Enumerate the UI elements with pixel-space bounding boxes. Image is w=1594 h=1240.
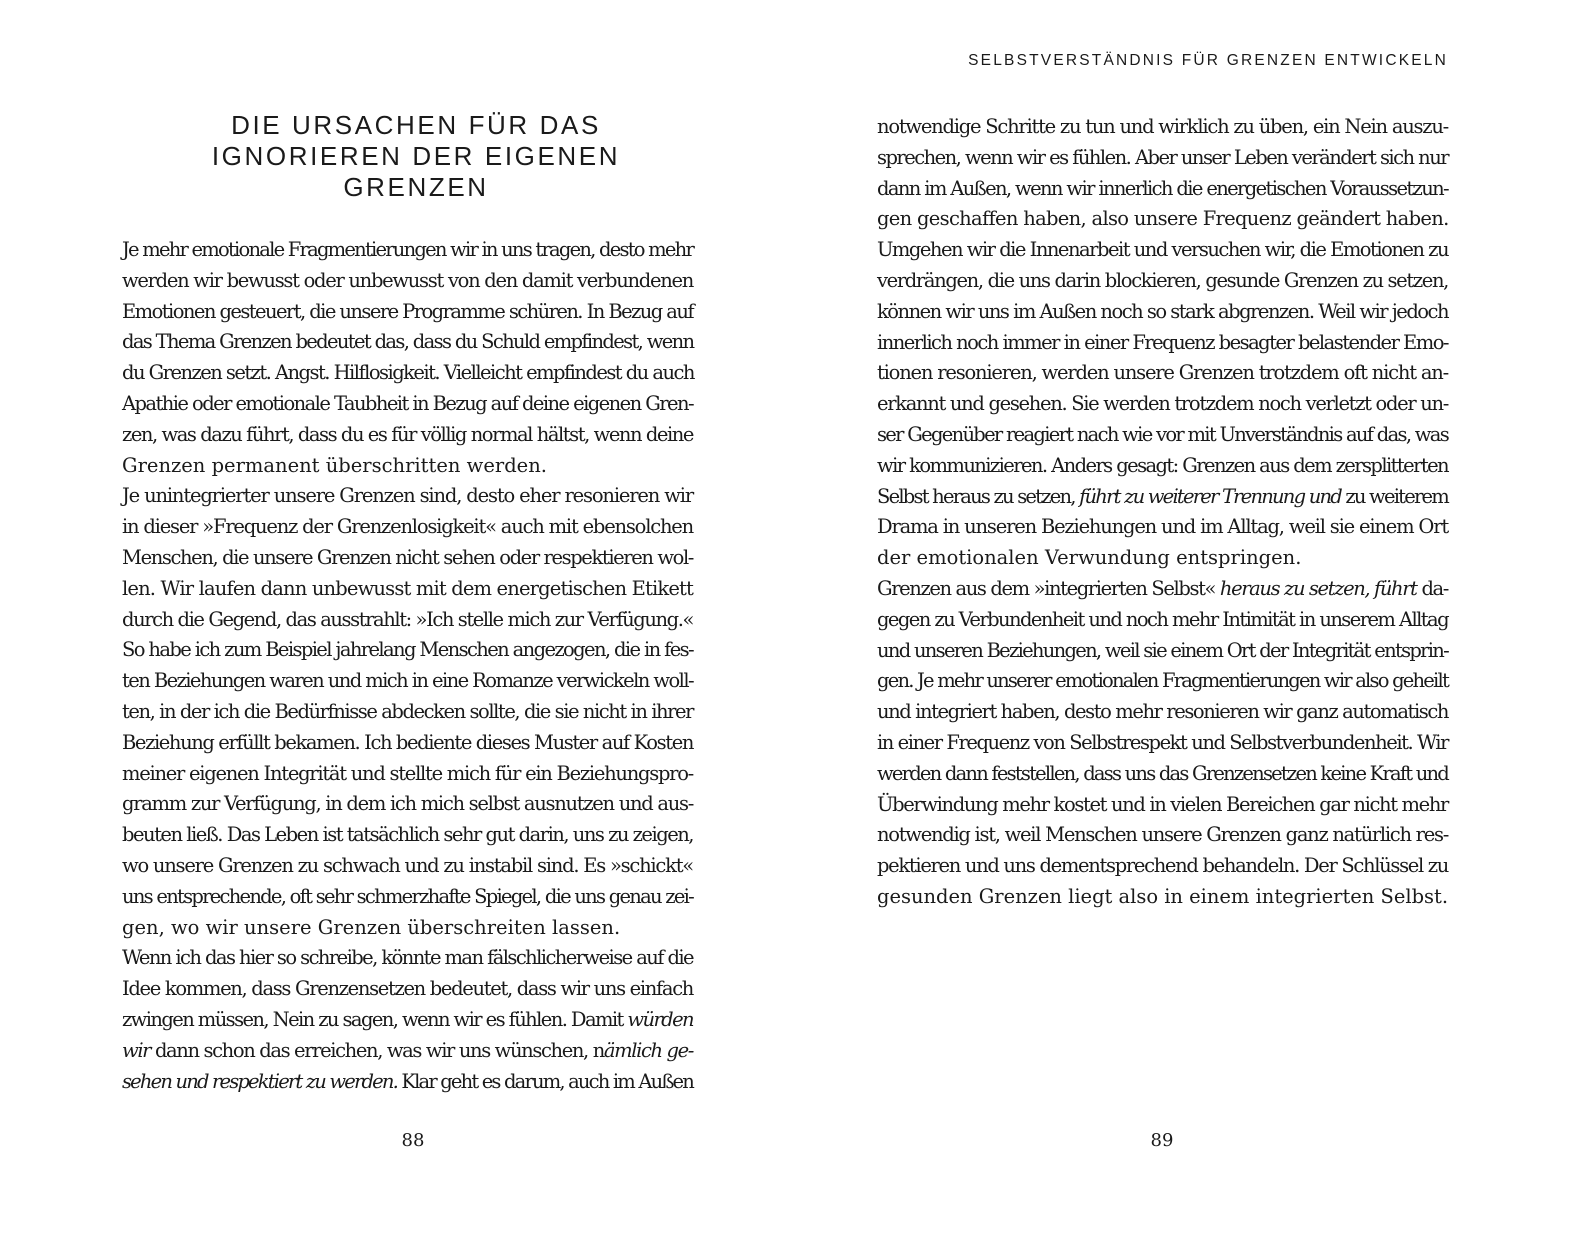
text-line: gesunden Grenzen liegt also in einem integrierten Selbst. [877,884,1449,908]
text-line: ten Beziehungen waren und mich in eine Romanze verwickeln woll- [122,669,693,693]
text-line: dann im Außen, wenn wir innerlich die energetischen Voraussetzun- [877,176,1449,200]
text-run: Klar geht es darum, auch im Außen [396,1069,694,1093]
text-line [122,1036,693,1067]
text-line: gen, wo wir unsere Grenzen überschreiten lassen. [122,915,621,939]
italic-run: wir [122,1038,151,1062]
text-line: Grenzen permanent überschritten werden. [122,453,547,477]
text-run: da- [1416,576,1448,600]
text-line: und integriert haben, desto mehr resonieren wir ganz automatisch [877,700,1449,724]
page-number: 89 [1150,1130,1174,1151]
text-line: gen geschaffen haben, also unsere Frequenz geändert haben. [877,207,1449,231]
text-line: uns entsprechende, oft sehr schmerzhafte Spiegel, die uns genau zei- [122,884,693,908]
text-line: das Thema Grenzen bedeutet das, dass du Schuld empfindest, wenn [122,330,694,354]
text-line: erkannt und gesehen. Sie werden trotzdem noch verletzt oder un- [877,392,1448,416]
italic-run: ämlich ge- [603,1038,694,1062]
text-line: verdrängen, die uns darin blockieren, gesunde Grenzen zu setzen, [877,268,1448,292]
text-line: wir kommunizieren. Anders gesagt: Grenzen aus dem zersplitterten [877,453,1449,477]
text-line: gen. Je mehr unserer emotionalen Fragmentierungen wir also geheilt [877,669,1448,693]
text-run: dann schon das erreichen, was wir uns wünschen, n [150,1038,604,1062]
text-line: Apathie oder emotionale Taubheit in Bezug auf deine eigenen Gren- [122,391,693,415]
text-line: So habe ich zum Beispiel jahrelang Menschen angezogen, die in fes- [122,638,694,662]
text-run: Grenzen aus dem »integrierten Selbst« [877,576,1220,600]
chapter-title [122,110,710,203]
text-line: in dieser »Frequenz der Grenzenlosigkeit« auch mit ebensolchen [122,515,693,539]
text-line: der emotionalen Verwundung entspringen. [877,546,1302,570]
chapter-title-line-1: DIE URSACHEN FÜR DAS [231,110,601,140]
text-line: len. Wir laufen dann unbewusst mit dem energetischen Etikett [122,576,693,600]
text-line: ten, in der ich die Bedürfnisse abdecken sollte, die sie nicht in ihrer [122,699,694,723]
right-page-body [877,112,1448,913]
italic-run: sehen und respektiert zu werden. [122,1069,397,1093]
text-line: Umgehen wir die Innenarbeit und versuchen wir, die Emotionen zu [877,238,1449,262]
italic-run: heraus zu setzen, führt [1219,576,1417,600]
text-run: zu weiterem [1340,484,1448,508]
text-line: können wir uns im Außen noch so stark abgrenzen. Weil wir jedoch [877,299,1448,323]
text-line: in einer Frequenz von Selbstrespekt und Selbstverbundenheit. Wir [877,730,1448,754]
text-line: meiner eigenen Integrität und stellte mich für ein Beziehungspro- [122,761,693,785]
text-line: du Grenzen setzt. Angst. Hilflosigkeit. Vielleicht empfindest du auch [122,361,694,385]
text-line: Menschen, die unsere Grenzen nicht sehen oder respektieren wol- [122,545,693,569]
text-line: pektieren und uns dementsprechend behandeln. Der Schlüssel zu [877,854,1448,878]
text-line: beuten ließ. Das Leben ist tatsächlich sehr gut darin, uns zu zeigen, [122,823,694,847]
text-line: Drama in unseren Beziehungen und im Alltag, weil sie einem Ort [877,515,1448,539]
text-line [877,574,1448,605]
text-line [122,1067,693,1098]
page-number: 88 [401,1130,425,1151]
text-line [877,482,1448,513]
text-line: ser Gegenüber reagiert nach wie vor mit Unverständnis auf das, was [877,422,1449,446]
text-run: Selbst heraus zu setzen, [877,484,1080,508]
text-line: durch die Gegend, das ausstrahlt: »Ich stelle mich zur Verfügung.« [122,607,693,631]
text-line: notwendige Schritte zu tun und wirklich zu üben, ein Nein auszu- [877,115,1449,138]
chapter-title-line-2: IGNORIEREN DER EIGENEN [211,141,621,171]
text-line: wo unsere Grenzen zu schwach und zu instabil sind. Es »schickt« [122,853,693,877]
chapter-title-line-3: GRENZEN [343,172,489,202]
italic-run: würden [627,1007,693,1031]
text-line: innerlich noch immer in einer Frequenz besagter belastender Emo- [877,330,1449,354]
text-line: Je unintegrierter unsere Grenzen sind, desto eher resonieren wir [122,484,693,508]
right-page [797,0,1594,1240]
text-line: sprechen, wenn wir es fühlen. Aber unser Leben verändert sich nur [877,145,1448,169]
text-line: Je mehr emotionale Fragmentierungen wir in uns tragen, desto mehr [122,238,693,261]
text-line: und unseren Beziehungen, weil sie einem Ort der Integrität entsprin- [877,638,1449,662]
text-line: gramm zur Verfügung, in dem ich mich selbst ausnutzen und aus- [122,792,693,816]
text-line: Emotionen gesteuert, die unsere Programme schüren. In Bezug auf [122,299,693,323]
text-line: zen, was dazu führt, dass du es für völlig normal hältst, wenn deine [122,422,693,446]
text-run: zwingen müssen, Nein zu sagen, wenn wir es fühlen. Damit [122,1007,628,1031]
text-line: werden wir bewusst oder unbewusst von den damit verbundenen [122,268,693,292]
text-line: Idee kommen, dass Grenzensetzen bedeutet, dass wir uns einfach [122,977,694,1001]
text-line: werden dann feststellen, dass uns das Grenzensetzen keine Kraft und [877,761,1448,785]
text-line: notwendig ist, weil Menschen unsere Grenzen ganz natürlich res- [877,823,1448,847]
text-line: Wenn ich das hier so schreibe, könnte man fälschlicherweise auf die [122,946,693,970]
left-page-body [122,235,693,1097]
text-line [122,1005,693,1036]
text-line: gegen zu Verbundenheit und noch mehr Intimität in unserem Alltag [877,607,1449,631]
italic-run: führt zu weiterer Trennung und [1079,484,1341,508]
text-line: tionen resonieren, werden unsere Grenzen trotzdem oft nicht an- [877,361,1448,385]
text-line: Beziehung erfüllt bekamen. Ich bediente dieses Muster auf Kosten [122,730,693,754]
running-head: SELBSTVERSTÄNDNIS FÜR GRENZEN ENTWICKELN [968,52,1448,69]
text-line: Überwindung mehr kostet und in vielen Bereichen gar nicht mehr [877,792,1448,816]
